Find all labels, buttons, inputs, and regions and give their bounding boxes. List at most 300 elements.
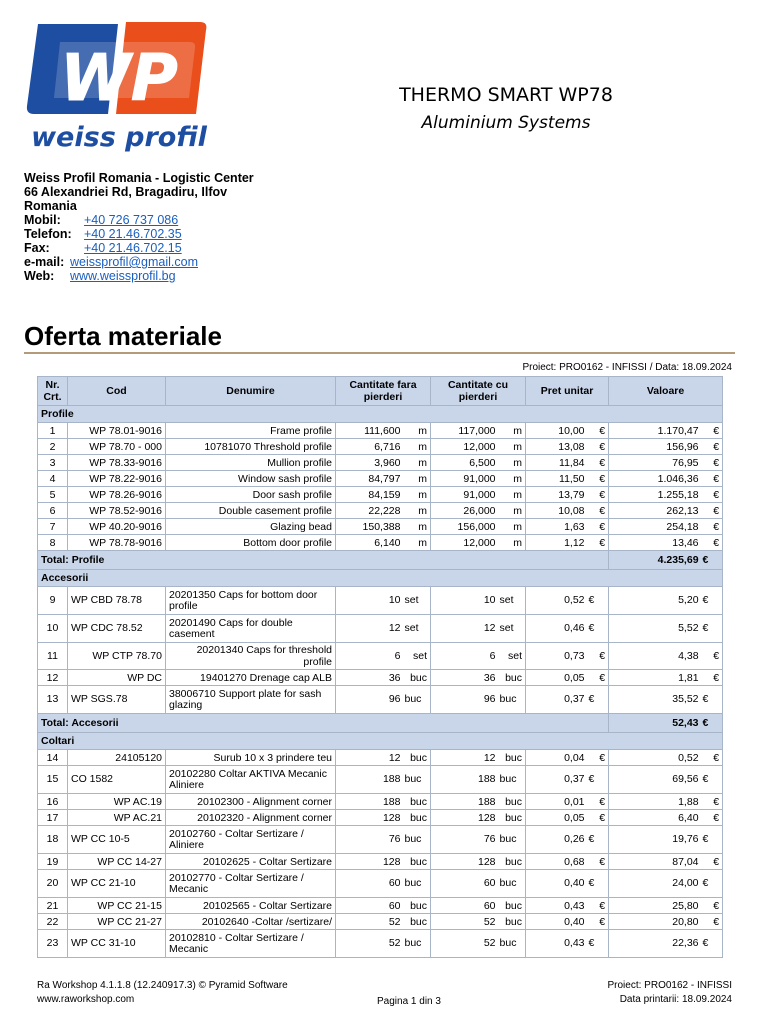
table-row: [38, 487, 723, 503]
row-qty-loss: 188: [431, 766, 499, 794]
section-title: Profile: [38, 406, 723, 423]
row-qty-no-loss: 12: [336, 615, 404, 643]
row-unit-no-loss: set: [404, 615, 431, 643]
row-unit-loss: set: [499, 643, 526, 670]
section-total-currency: €: [702, 714, 723, 733]
row-value-currency: €: [702, 870, 723, 898]
logo-mark-text: WP: [60, 42, 178, 116]
row-number: 23: [38, 930, 68, 958]
table-row: [38, 870, 723, 898]
row-unit-no-loss: buc: [404, 930, 431, 958]
section-total-row: [38, 714, 723, 733]
row-description: 20102770 - Coltar Sertizare / Mecanic: [166, 870, 336, 898]
row-price-currency: €: [588, 854, 609, 870]
col-header-qty-no-loss: Cantitate fara pierderi: [336, 377, 431, 406]
row-code: WP AC.19: [68, 794, 166, 810]
row-unit-loss: buc: [499, 870, 526, 898]
row-number: 21: [38, 898, 68, 914]
project-info: Proiect: PRO0162 - INFISSI / Data: 18.09.2024: [522, 362, 732, 373]
row-number: 7: [38, 519, 68, 535]
row-unit-loss: m: [499, 439, 526, 455]
web-link[interactable]: www.weissprofil.bg: [70, 269, 176, 283]
row-value: 35,52: [609, 686, 702, 714]
row-description: 20102320 - Alignment corner: [166, 810, 336, 826]
row-code: WP CTP 78.70: [68, 643, 166, 670]
row-qty-loss: 6,500: [431, 455, 499, 471]
row-qty-no-loss: 6,716: [336, 439, 404, 455]
fax-label: Fax:: [24, 241, 50, 255]
row-number: 17: [38, 810, 68, 826]
row-unit-no-loss: buc: [404, 898, 431, 914]
row-qty-loss: 52: [431, 914, 499, 930]
table-row: [38, 930, 723, 958]
row-number: 16: [38, 794, 68, 810]
row-unit-price: 0,26: [526, 826, 588, 854]
row-price-currency: €: [588, 810, 609, 826]
table-row: [38, 914, 723, 930]
row-price-currency: €: [588, 503, 609, 519]
row-number: 19: [38, 854, 68, 870]
row-value: 6,40: [609, 810, 702, 826]
row-qty-no-loss: 3,960: [336, 455, 404, 471]
row-qty-no-loss: 52: [336, 930, 404, 958]
row-number: 5: [38, 487, 68, 503]
row-price-currency: €: [588, 535, 609, 551]
row-value-currency: €: [702, 750, 723, 766]
mobil-row: [24, 213, 254, 227]
row-unit-no-loss: buc: [404, 794, 431, 810]
table-row: [38, 615, 723, 643]
row-qty-no-loss: 60: [336, 870, 404, 898]
web-label: Web:: [24, 269, 55, 283]
section-header-row: [38, 406, 723, 423]
row-unit-price: 0,43: [526, 898, 588, 914]
row-qty-loss: 156,000: [431, 519, 499, 535]
company-address: 66 Alexandriei Rd, Bragadiru, Ilfov: [24, 185, 228, 199]
row-price-currency: €: [588, 487, 609, 503]
row-value: 22,36: [609, 930, 702, 958]
row-price-currency: €: [588, 870, 609, 898]
table-row: [38, 519, 723, 535]
mobil-link[interactable]: +40 726 737 086: [84, 213, 179, 227]
row-value: 13,46: [609, 535, 702, 551]
row-qty-loss: 52: [431, 930, 499, 958]
row-unit-loss: buc: [499, 794, 526, 810]
row-qty-no-loss: 52: [336, 914, 404, 930]
fax-link[interactable]: +40 21.46.702.15: [84, 241, 182, 255]
logo-mark: [24, 18, 214, 158]
row-value-currency: €: [702, 487, 723, 503]
row-unit-price: 10,08: [526, 503, 588, 519]
row-qty-loss: 12,000: [431, 439, 499, 455]
product-title: THERMO SMART WP78: [399, 84, 613, 106]
row-unit-loss: buc: [499, 766, 526, 794]
row-value: 1,88: [609, 794, 702, 810]
row-qty-no-loss: 84,159: [336, 487, 404, 503]
row-code: WP CDC 78.52: [68, 615, 166, 643]
table-row: [38, 766, 723, 794]
row-unit-loss: buc: [499, 854, 526, 870]
row-qty-no-loss: 10: [336, 587, 404, 615]
row-number: 8: [38, 535, 68, 551]
row-description: Door sash profile: [166, 487, 336, 503]
table-row: [38, 587, 723, 615]
row-code: WP SGS.78: [68, 686, 166, 714]
row-description: 20102280 Coltar AKTIVA Mecanic Aliniere: [166, 766, 336, 794]
row-value: 20,80: [609, 914, 702, 930]
telefon-link[interactable]: +40 21.46.702.35: [84, 227, 182, 241]
row-qty-no-loss: 84,797: [336, 471, 404, 487]
row-qty-loss: 26,000: [431, 503, 499, 519]
col-header-qty-loss: Cantitate cu pierderi: [431, 377, 526, 406]
row-number: 14: [38, 750, 68, 766]
row-qty-loss: 60: [431, 898, 499, 914]
table-row: [38, 686, 723, 714]
row-description: 20201340 Caps for threshold profile: [166, 643, 336, 670]
row-qty-loss: 117,000: [431, 423, 499, 439]
row-unit-price: 11,50: [526, 471, 588, 487]
row-value: 24,00: [609, 870, 702, 898]
row-unit-price: 0,40: [526, 914, 588, 930]
row-number: 3: [38, 455, 68, 471]
row-qty-no-loss: 111,600: [336, 423, 404, 439]
document-title: Oferta materiale: [24, 321, 222, 351]
row-qty-no-loss: 6: [336, 643, 404, 670]
row-description: Mullion profile: [166, 455, 336, 471]
row-unit-no-loss: m: [404, 439, 431, 455]
row-qty-no-loss: 60: [336, 898, 404, 914]
row-value-currency: €: [702, 914, 723, 930]
row-value-currency: €: [702, 898, 723, 914]
row-unit-loss: buc: [499, 750, 526, 766]
row-unit-price: 0,46: [526, 615, 588, 643]
row-code: WP CC 21-15: [68, 898, 166, 914]
table-row: [38, 455, 723, 471]
row-unit-price: 0,52: [526, 587, 588, 615]
row-unit-price: 0,05: [526, 810, 588, 826]
row-description: Bottom door profile: [166, 535, 336, 551]
row-unit-price: 13,08: [526, 439, 588, 455]
footer-project: Proiect: PRO0162 - INFISSI: [607, 980, 732, 991]
row-unit-loss: buc: [499, 914, 526, 930]
row-unit-price: 0,37: [526, 686, 588, 714]
table-header-row: [38, 377, 723, 406]
row-qty-loss: 6: [431, 643, 499, 670]
row-unit-no-loss: m: [404, 503, 431, 519]
row-code: WP DC: [68, 670, 166, 686]
row-value: 4,38: [609, 643, 702, 670]
row-value-currency: €: [702, 686, 723, 714]
row-value-currency: €: [702, 794, 723, 810]
row-unit-no-loss: set: [404, 643, 431, 670]
row-value: 25,80: [609, 898, 702, 914]
section-total-value: 4.235,69: [609, 551, 702, 570]
row-unit-no-loss: m: [404, 455, 431, 471]
row-unit-loss: m: [499, 535, 526, 551]
row-value: 69,56: [609, 766, 702, 794]
row-code: WP 78.78-9016: [68, 535, 166, 551]
row-number: 9: [38, 587, 68, 615]
row-code: WP CC 21-27: [68, 914, 166, 930]
row-qty-loss: 128: [431, 810, 499, 826]
row-value-currency: €: [702, 670, 723, 686]
row-qty-no-loss: 150,388: [336, 519, 404, 535]
table-row: [38, 643, 723, 670]
row-qty-no-loss: 76: [336, 826, 404, 854]
row-qty-no-loss: 22,228: [336, 503, 404, 519]
row-unit-price: 0,05: [526, 670, 588, 686]
row-unit-no-loss: m: [404, 487, 431, 503]
row-unit-loss: buc: [499, 898, 526, 914]
row-number: 22: [38, 914, 68, 930]
row-description: 20102810 - Coltar Sertizare / Mecanic: [166, 930, 336, 958]
row-qty-loss: 128: [431, 854, 499, 870]
row-number: 1: [38, 423, 68, 439]
table-row: [38, 503, 723, 519]
section-total-label: Total: Profile: [38, 551, 609, 570]
row-number: 6: [38, 503, 68, 519]
row-description: Surub 10 x 3 prindere teu: [166, 750, 336, 766]
row-price-currency: €: [588, 615, 609, 643]
row-value: 156,96: [609, 439, 702, 455]
row-description: 20102565 - Coltar Sertizare: [166, 898, 336, 914]
row-qty-no-loss: 6,140: [336, 535, 404, 551]
row-unit-no-loss: m: [404, 519, 431, 535]
telefon-label: Telefon:: [24, 227, 72, 241]
table-row: [38, 898, 723, 914]
row-code: WP 78.22-9016: [68, 471, 166, 487]
row-qty-no-loss: 188: [336, 794, 404, 810]
row-unit-price: 0,73: [526, 643, 588, 670]
row-qty-loss: 188: [431, 794, 499, 810]
row-qty-loss: 12,000: [431, 535, 499, 551]
table-row: [38, 423, 723, 439]
row-description: 20102640 -Coltar /sertizare/: [166, 914, 336, 930]
row-description: Glazing bead: [166, 519, 336, 535]
row-price-currency: €: [588, 686, 609, 714]
row-description: Frame profile: [166, 423, 336, 439]
row-unit-price: 1,12: [526, 535, 588, 551]
row-unit-price: 0,40: [526, 870, 588, 898]
product-subtitle: Aluminium Systems: [421, 113, 591, 133]
row-code: WP AC.21: [68, 810, 166, 826]
row-description: 20102300 - Alignment corner: [166, 794, 336, 810]
row-unit-loss: m: [499, 519, 526, 535]
row-value-currency: €: [702, 826, 723, 854]
row-unit-price: 10,00: [526, 423, 588, 439]
row-value-currency: €: [702, 503, 723, 519]
row-value: 1.255,18: [609, 487, 702, 503]
row-unit-no-loss: buc: [404, 810, 431, 826]
row-price-currency: €: [588, 794, 609, 810]
row-value: 87,04: [609, 854, 702, 870]
company-country: Romania: [24, 199, 77, 213]
title-divider: [24, 352, 735, 354]
row-value-currency: €: [702, 854, 723, 870]
row-unit-loss: buc: [499, 826, 526, 854]
row-number: 12: [38, 670, 68, 686]
row-price-currency: €: [588, 519, 609, 535]
col-header-value: Valoare: [609, 377, 723, 406]
table-row: [38, 750, 723, 766]
row-code: 24105120: [68, 750, 166, 766]
row-value-currency: €: [702, 519, 723, 535]
row-price-currency: €: [588, 643, 609, 670]
section-total-currency: €: [702, 551, 723, 570]
section-header-row: [38, 733, 723, 750]
row-description: 20201490 Caps for double casement: [166, 615, 336, 643]
row-number: 18: [38, 826, 68, 854]
row-qty-no-loss: 188: [336, 766, 404, 794]
row-description: 20102760 - Coltar Sertizare / Aliniere: [166, 826, 336, 854]
row-unit-loss: buc: [499, 686, 526, 714]
row-unit-no-loss: buc: [404, 686, 431, 714]
row-value-currency: €: [702, 643, 723, 670]
row-qty-loss: 60: [431, 870, 499, 898]
row-unit-no-loss: buc: [404, 870, 431, 898]
row-unit-loss: m: [499, 487, 526, 503]
row-unit-loss: set: [499, 587, 526, 615]
row-code: CO 1582: [68, 766, 166, 794]
table-body: [38, 406, 723, 958]
row-value-currency: €: [702, 423, 723, 439]
section-title: Accesorii: [38, 570, 723, 587]
materials-table: [37, 376, 723, 958]
table-row: [38, 439, 723, 455]
telefon-row: [24, 227, 254, 241]
row-qty-no-loss: 128: [336, 854, 404, 870]
row-unit-loss: buc: [499, 810, 526, 826]
row-value-currency: €: [702, 587, 723, 615]
col-header-denumire: Denumire: [166, 377, 336, 406]
email-link[interactable]: weissprofil@gmail.com: [70, 255, 198, 269]
email-row: [24, 255, 254, 269]
row-price-currency: €: [588, 750, 609, 766]
row-description: Window sash profile: [166, 471, 336, 487]
row-number: 4: [38, 471, 68, 487]
row-value: 1.046,36: [609, 471, 702, 487]
row-qty-no-loss: 12: [336, 750, 404, 766]
table-row: [38, 826, 723, 854]
row-code: WP 40.20-9016: [68, 519, 166, 535]
mobil-label: Mobil:: [24, 213, 61, 227]
row-description: 19401270 Drenage cap ALB: [166, 670, 336, 686]
row-description: 20201350 Caps for bottom door profile: [166, 587, 336, 615]
row-unit-loss: m: [499, 503, 526, 519]
row-qty-no-loss: 96: [336, 686, 404, 714]
table-row: [38, 854, 723, 870]
row-unit-loss: buc: [499, 670, 526, 686]
row-price-currency: €: [588, 914, 609, 930]
row-unit-no-loss: set: [404, 587, 431, 615]
row-unit-price: 0,04: [526, 750, 588, 766]
row-price-currency: €: [588, 455, 609, 471]
row-code: WP 78.01-9016: [68, 423, 166, 439]
row-value: 5,20: [609, 587, 702, 615]
row-code: WP 78.26-9016: [68, 487, 166, 503]
row-unit-price: 11,84: [526, 455, 588, 471]
col-header-cod: Cod: [68, 377, 166, 406]
row-value-currency: €: [702, 439, 723, 455]
row-value-currency: €: [702, 455, 723, 471]
row-price-currency: €: [588, 930, 609, 958]
row-code: WP 78.33-9016: [68, 455, 166, 471]
row-description: Double casement profile: [166, 503, 336, 519]
row-unit-loss: set: [499, 615, 526, 643]
weiss-profil-logo: [24, 18, 214, 158]
row-price-currency: €: [588, 471, 609, 487]
section-header-row: [38, 570, 723, 587]
row-unit-loss: buc: [499, 930, 526, 958]
row-qty-loss: 76: [431, 826, 499, 854]
row-qty-loss: 91,000: [431, 487, 499, 503]
section-title: Coltari: [38, 733, 723, 750]
company-name: Weiss Profil Romania - Logistic Center: [24, 171, 254, 185]
row-qty-loss: 12: [431, 750, 499, 766]
row-qty-loss: 36: [431, 670, 499, 686]
row-unit-loss: m: [499, 455, 526, 471]
table-row: [38, 670, 723, 686]
col-header-price: Pret unitar: [526, 377, 609, 406]
table-row: [38, 535, 723, 551]
row-value: 1.170,47: [609, 423, 702, 439]
row-unit-price: 0,01: [526, 794, 588, 810]
row-unit-price: 0,68: [526, 854, 588, 870]
row-unit-no-loss: m: [404, 535, 431, 551]
section-total-row: [38, 551, 723, 570]
row-value-currency: €: [702, 930, 723, 958]
row-number: 10: [38, 615, 68, 643]
row-number: 2: [38, 439, 68, 455]
row-qty-loss: 91,000: [431, 471, 499, 487]
row-value: 0,52: [609, 750, 702, 766]
footer-software: Ra Workshop 4.1.1.8 (12.240917.3) © Pyramid Software: [37, 980, 288, 991]
row-price-currency: €: [588, 826, 609, 854]
row-code: WP CBD 78.78: [68, 587, 166, 615]
row-price-currency: €: [588, 766, 609, 794]
row-description: 20102625 - Coltar Sertizare: [166, 854, 336, 870]
row-unit-no-loss: buc: [404, 766, 431, 794]
row-number: 13: [38, 686, 68, 714]
row-value: 19,76: [609, 826, 702, 854]
logo-wordmark: weiss profil: [31, 122, 207, 153]
row-qty-loss: 96: [431, 686, 499, 714]
fax-row: [24, 241, 254, 255]
row-qty-loss: 12: [431, 615, 499, 643]
row-unit-no-loss: buc: [404, 750, 431, 766]
row-unit-no-loss: buc: [404, 854, 431, 870]
row-number: 20: [38, 870, 68, 898]
col-header-nr: Nr. Crt.: [38, 377, 68, 406]
footer-page-number: Pagina 1 din 3: [377, 996, 441, 1007]
row-number: 15: [38, 766, 68, 794]
row-unit-loss: m: [499, 471, 526, 487]
row-code: WP CC 14-27: [68, 854, 166, 870]
row-price-currency: €: [588, 423, 609, 439]
row-qty-no-loss: 36: [336, 670, 404, 686]
row-description: 10781070 Threshold profile: [166, 439, 336, 455]
row-value: 76,95: [609, 455, 702, 471]
section-total-label: Total: Accesorii: [38, 714, 609, 733]
row-price-currency: €: [588, 439, 609, 455]
web-row: [24, 269, 254, 283]
row-value: 254,18: [609, 519, 702, 535]
row-code: WP CC 10-5: [68, 826, 166, 854]
row-number: 11: [38, 643, 68, 670]
footer-print-date: Data printarii: 18.09.2024: [619, 994, 732, 1005]
row-price-currency: €: [588, 898, 609, 914]
footer-site: www.raworkshop.com: [37, 994, 135, 1005]
